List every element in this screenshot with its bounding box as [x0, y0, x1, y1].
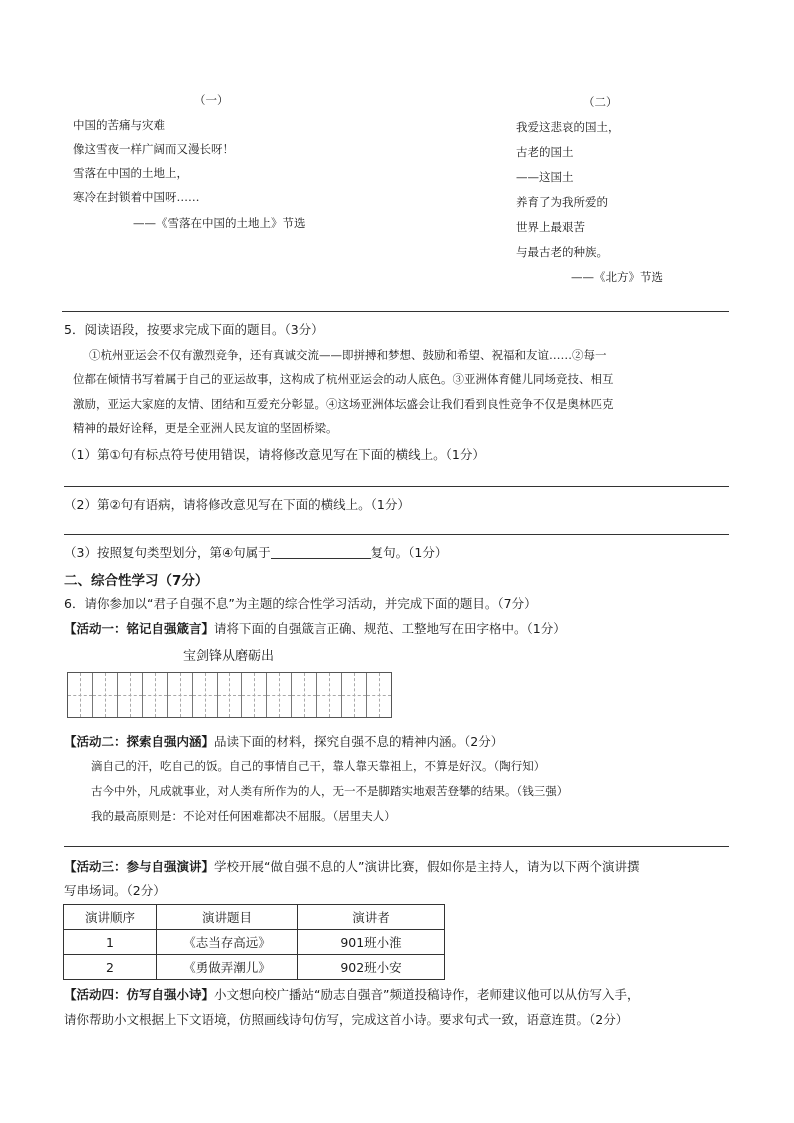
grid-cell[interactable] [193, 673, 218, 717]
material-quote: 我的最高原则是：不论对任何困难都决不屈服。（居里夫人） [91, 809, 396, 823]
grid-cell[interactable] [292, 673, 317, 717]
activity3 [64, 857, 639, 875]
poem2-line: 养育了为我所爱的 [516, 195, 608, 209]
table-row [64, 930, 445, 955]
activity3-tag: 【活动三：参与自强演讲】 [64, 859, 215, 874]
activity4-text-cont: 请你帮助小文根据上下文语境，仿照画线诗句仿写，完成这首小诗。要求句式一致，语意连贯。（2分） [64, 1012, 629, 1027]
poem2-line: 与最古老的种族。 [516, 245, 608, 259]
grid-cell[interactable] [68, 673, 93, 717]
grid-cell[interactable] [118, 673, 143, 717]
tianzige-grid[interactable] [67, 672, 392, 718]
activity4-tag: 【活动四：仿写自强小诗】 [64, 987, 215, 1002]
table-cell: 《志当存高远》 [157, 930, 298, 955]
poem1-line: 寒冷在封锁着中国呀…… [73, 190, 200, 204]
q5-stem: 5．阅读语段，按要求完成下面的题目。（3分） [64, 322, 324, 337]
activity1-text: 请将下面的自强箴言正确、规范、工整地写在田字格中。（1分） [214, 621, 566, 636]
grid-cell[interactable] [242, 673, 267, 717]
q6-stem: 6．请你参加以“君子自强不息”为主题的综合性学习活动，并完成下面的题目。（7分） [64, 596, 537, 611]
q5-sub1: （1）第①句有标点符号使用错误，请将修改意见写在下面的横线上。（1分） [64, 447, 485, 462]
table-header: 演讲题目 [157, 905, 298, 930]
q5-passage-line: 激励，亚运大家庭的友情、团结和互爱充分彰显。④这场亚洲体坛盛会让我们看到良性竞争不仅是奥林匹克 [73, 397, 614, 411]
poem1-line: 雪落在中国的土地上， [73, 166, 188, 180]
material-quote: 滴自己的汗，吃自己的饭。自己的事情自己干，靠人靠天靠祖上，不算是好汉。（陶行知） [91, 759, 546, 773]
poem1-line: 像这雪夜一样广阔而又漫长呀！ [73, 142, 234, 156]
table-cell: 《勇做弄潮儿》 [157, 955, 298, 980]
poem2-title: （二） [583, 95, 618, 109]
section-heading: 二、综合性学习（7分） [64, 573, 209, 589]
poem2-line: ——这国土 [516, 170, 574, 184]
table-cell: 901班小淮 [298, 930, 445, 955]
activity4-text: 小文想向校广播站“励志自强音”频道投稿诗作，老师建议他可以从仿写入手， [214, 987, 640, 1002]
table-cell: 2 [64, 955, 157, 980]
table-header-row [64, 905, 445, 930]
grid-cell[interactable] [168, 673, 193, 717]
q5-sub2: （2）第②句有语病，请将修改意见写在下面的横线上。（1分） [64, 497, 410, 512]
grid-cell[interactable] [317, 673, 342, 717]
q5-passage-line: 位都在倾情书写着属于自己的亚运故事，这构成了杭州亚运会的动人底色。③亚洲体育健儿同场竞技、相互 [73, 372, 614, 386]
activity2-tag: 【活动二：探索自强内涵】 [64, 734, 215, 749]
poem2-line: 我爱这悲哀的国土， [516, 120, 620, 134]
poem2-source: ——《北方》节选 [571, 270, 663, 284]
answer-line [64, 486, 729, 487]
divider [62, 311, 729, 312]
activity1-tag: 【活动一：铭记自强箴言】 [64, 621, 215, 636]
grid-cell[interactable] [267, 673, 292, 717]
grid-cell[interactable] [342, 673, 367, 717]
table-header: 演讲者 [298, 905, 445, 930]
q5-passage-line: 精神的最好诠释，更是全亚洲人民友谊的坚固桥梁。 [73, 421, 338, 435]
grid-cell[interactable] [367, 673, 391, 717]
table-row [64, 955, 445, 980]
q5-sub3 [64, 543, 447, 561]
material-quote: 古今中外，凡成就事业，对人类有所作为的人，无一不是脚踏实地艰苦登攀的结果。（钱三强） [91, 784, 569, 798]
table-cell: 902班小安 [298, 955, 445, 980]
q5-sub3-suffix: 复句。（1分） [370, 545, 448, 560]
poem1-source: ——《雪落在中国的土地上》节选 [133, 216, 306, 230]
answer-line [64, 534, 729, 535]
answer-blank[interactable] [271, 544, 371, 559]
grid-cell[interactable] [93, 673, 118, 717]
poem1-title: （一） [194, 93, 229, 107]
poem1-line: 中国的苦痛与灾难 [73, 118, 165, 132]
q5-passage-line: ①杭州亚运会不仅有激烈竞争，还有真诚交流——即拼搏和梦想、鼓励和希望、祝福和友谊……②每一 [89, 348, 607, 362]
speech-table [63, 904, 445, 980]
activity2-text: 品读下面的材料，探究自强不息的精神内涵。（2分） [214, 734, 504, 749]
motto-text: 宝剑锋从磨砺出 [183, 649, 275, 664]
activity3-text: 学校开展“做自强不息的人”演讲比赛，假如你是主持人，请为以下两个演讲撰 [214, 859, 640, 874]
poem2-line: 世界上最艰苦 [516, 220, 585, 234]
q5-sub3-prefix: （3）按照复句类型划分，第④句属于 [64, 545, 271, 560]
poem2-line: 古老的国土 [516, 145, 574, 159]
grid-cell[interactable] [218, 673, 243, 717]
activity4 [64, 985, 639, 1003]
answer-line [64, 846, 729, 847]
activity3-text-cont: 写串场词。（2分） [64, 883, 166, 898]
table-header: 演讲顺序 [64, 905, 157, 930]
activity1 [64, 619, 566, 637]
table-cell: 1 [64, 930, 157, 955]
grid-cell[interactable] [143, 673, 168, 717]
activity2 [64, 732, 503, 750]
